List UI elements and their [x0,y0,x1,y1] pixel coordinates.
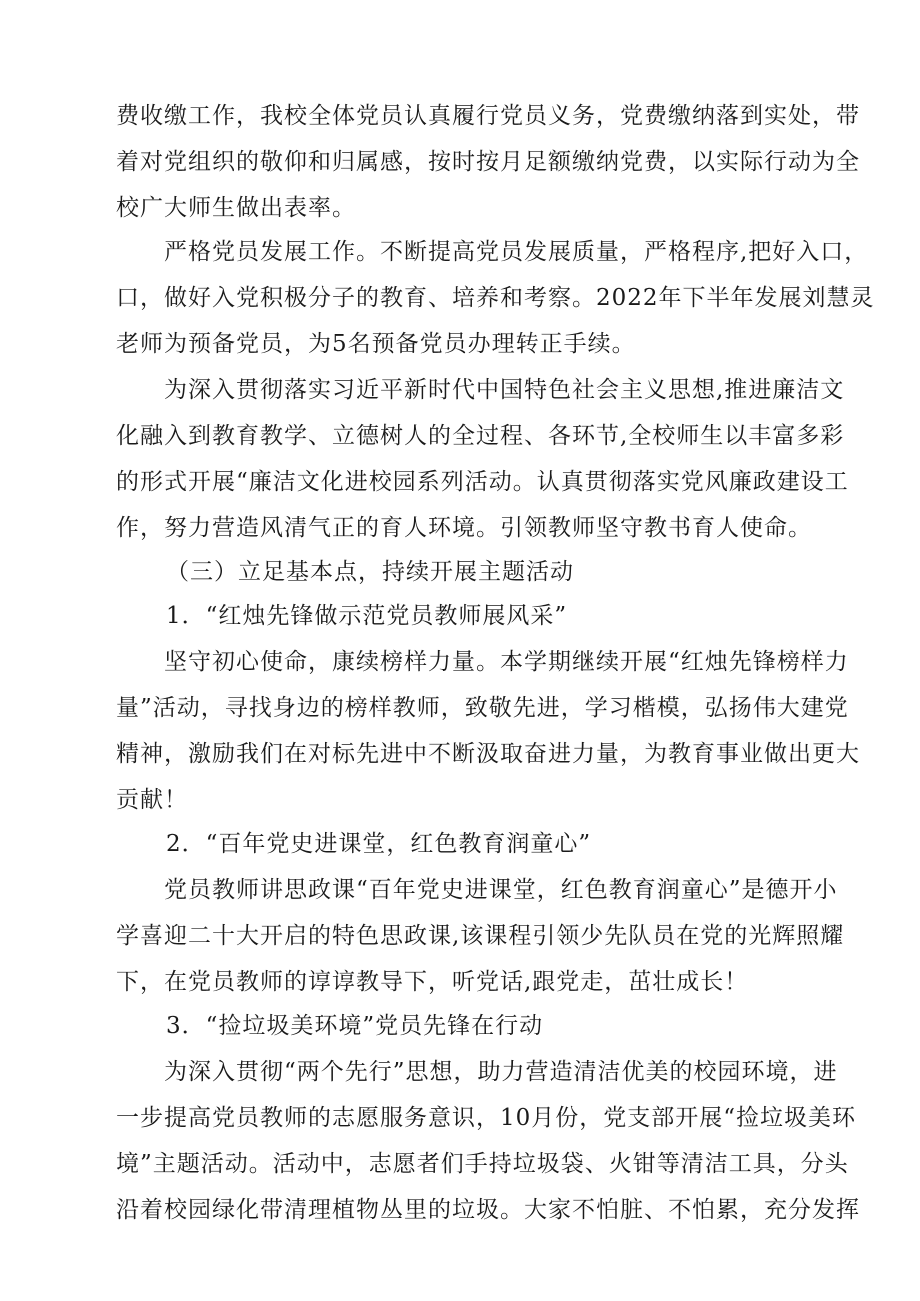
paragraph-line: 口，做好入党积极分子的教育、培养和考察。2022年下半年发展刘慧灵 [116,285,875,311]
paragraph-line: 一步提高党员教师的志愿服务意识，10月份，党支部开展“捡垃圾美环 [116,1105,857,1131]
paragraph-line: 境”主题活动。活动中，志愿者们手持垃圾袋、火钳等清洁工具，分头 [116,1151,849,1177]
paragraph-line: 的形式开展“廉洁文化进校园系列活动。认真贯彻落实党风廉政建设工 [116,469,849,495]
paragraph-line: 精神，激励我们在对标先进中不断汲取奋进力量，为教育事业做出更大 [116,741,860,767]
paragraph-line: 沿着校园绿化带清理植物丛里的垃圾。大家不怕脏、不怕累，充分发挥 [116,1197,860,1223]
paragraph-line: 党员教师讲思政课“百年党史进课堂，红色教育润童心”是德开小 [164,877,838,903]
paragraph-line: 下，在党员教师的谆谆教导下，听党话,跟党走，茁壮成长！ [116,969,749,995]
paragraph-line: 量”活动，寻找身边的榜样教师，致敬先进，学习楷模，弘扬伟大建党 [116,695,849,721]
subsection-heading: 3．“捡垃圾美环境”党员先锋在行动 [166,1013,544,1039]
paragraph-line: 费收缴工作，我校全体党员认真履行党员义务，党费缴纳落到实处，带 [116,103,860,129]
paragraph-line: 为深入贯彻“两个先行”思想，助力营造清洁优美的校园环境，进 [164,1059,838,1085]
paragraph-line: 校广大师生做出表率。 [116,195,356,221]
paragraph-line: 学喜迎二十大开启的特色思政课,该课程引领少先队员在党的光辉照耀 [116,923,845,949]
section-heading: （三）立足基本点，持续开展主题活动 [166,559,574,585]
paragraph-line: 严格党员发展工作。不断提高党员发展质量，严格程序,把好入口， [164,239,869,265]
subsection-heading: 2．“百年党史进课堂，红色教育润童心” [166,831,592,857]
paragraph-line: 着对党组织的敬仰和归属感，按时按月足额缴纳党费，以实际行动为全 [116,149,860,175]
paragraph-line: 化融入到教育教学、立德树人的全过程、各环节,全校师生以丰富多彩 [116,423,845,449]
subsection-heading: 1．“红烛先锋做示范党员教师展风采” [166,603,568,629]
paragraph-line: 老师为预备党员，为5名预备党员办理转正手续。 [116,331,636,357]
paragraph-line: 贡献！ [116,787,188,813]
paragraph-line: 作，努力营造风清气正的育人环境。引领教师坚守教书育人使命。 [116,515,812,541]
paragraph-line: 坚守初心使命，康续榜样力量。本学期继续开展“红烛先锋榜样力 [164,649,849,675]
paragraph-line: 为深入贯彻落实习近平新时代中国特色社会主义思想,推进廉洁文 [164,377,845,403]
